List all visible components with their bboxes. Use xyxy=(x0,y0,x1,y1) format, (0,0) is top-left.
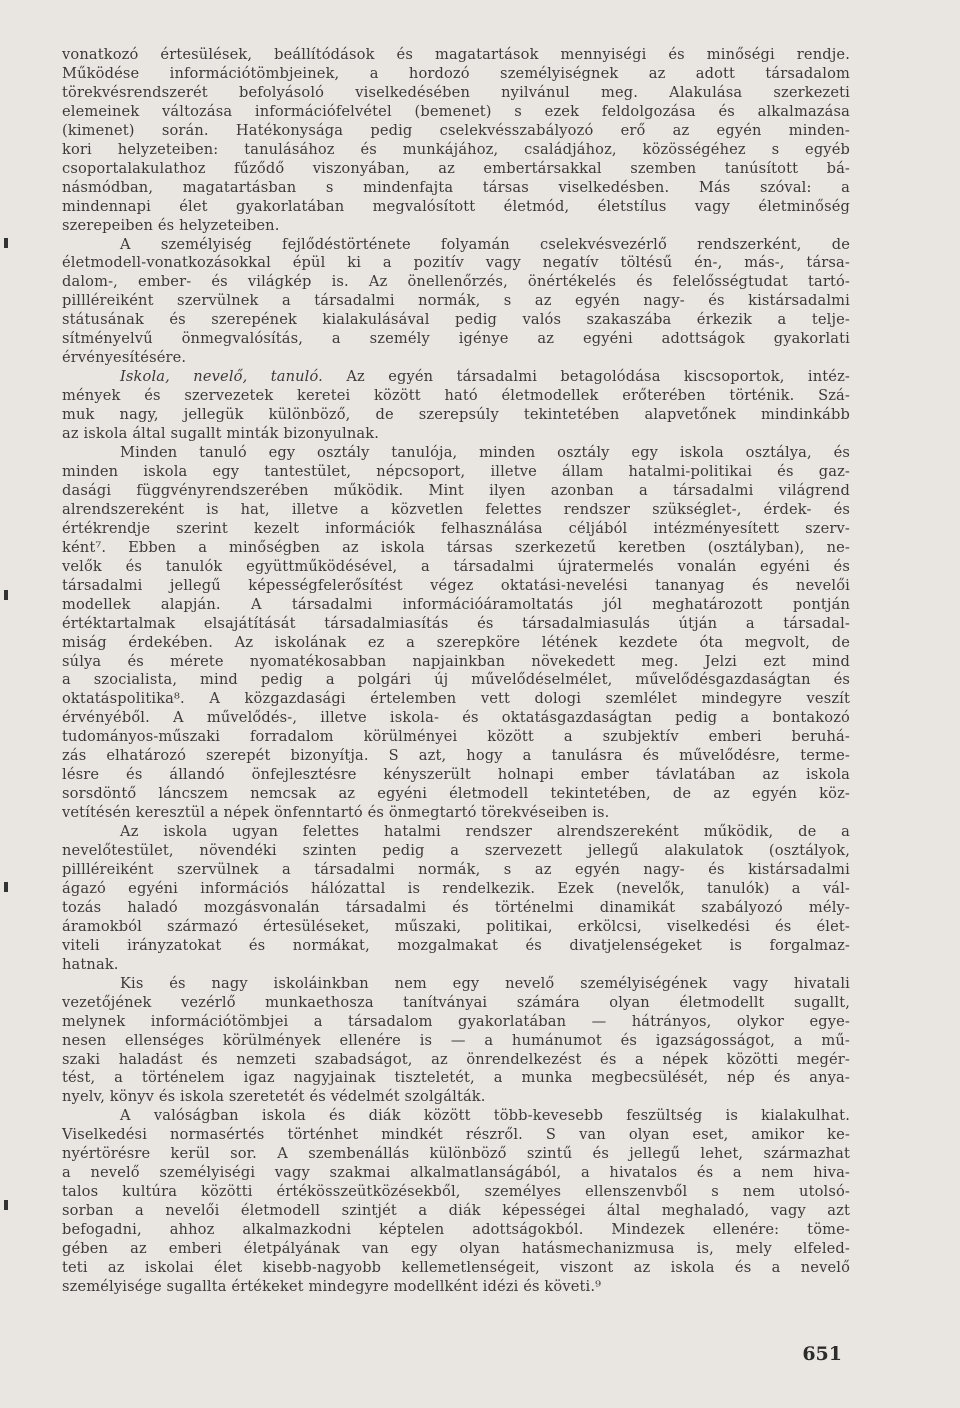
text-line: miság érdekében. Az iskolának ez a szerepköre létének kezdete óta megvolt, de xyxy=(62,633,850,651)
document-body xyxy=(62,46,850,1297)
text-line: A valóságban iskola és diák között több-kevesebb feszültség is kialakulhat. xyxy=(120,1107,850,1125)
text-line: lésre és állandó önfejlesztésre kényszerült holnapi ember távlatában az iskola xyxy=(62,766,850,784)
text-line: sorsdöntő láncszem nemcsak az egyéni életmodell tekintetében, de az egyén köz- xyxy=(62,785,850,803)
text-line: minden iskola egy tantestület, népcsoport, illetve állam hatalmi-politikai és gaz- xyxy=(62,462,850,480)
text-line: melynek információtömbjei a társadalom gyakorlatában — hátrányos, olykor egye- xyxy=(62,1012,850,1030)
margin-mark xyxy=(4,882,8,892)
text-line: velők és tanulók együttműködésével, a társadalmi újratermelés vonalán egyéni és xyxy=(62,557,850,575)
text-line: személyisége sugallta értékeket mindegyre modellként idézi és követi.⁹ xyxy=(62,1277,602,1295)
text-line: Minden tanuló egy osztály tanulója, minden osztály egy iskola osztálya, és xyxy=(120,444,850,462)
text-line: teti az iskolai élet kisebb-nagyobb kellemetlenségeit, viszont az iskola és a nevelő xyxy=(62,1259,850,1276)
text-line: Iskola, nevelő, tanuló. Az egyén társadalmi betagolódása kiscsoportok, intéz- xyxy=(120,368,850,386)
text-line: hatnak. xyxy=(62,955,119,973)
text-line: tudományos-műszaki forradalom körülményei között a szubjektív emberi beruhá- xyxy=(62,728,850,746)
text-line: muk nagy, jellegük különböző, de szerepsúly tekintetében alapvetőnek mindinkább xyxy=(62,406,850,424)
text-line: tozás haladó mozgásvonalán társadalmi és történelmi dinamikát szabályozó mély- xyxy=(62,898,850,916)
text-line: az iskola által sugallt minták bizonyulnak. xyxy=(62,425,380,443)
text-line: mindennapi élet gyakorlatában megvalósított életmód, életstílus vagy életminőség xyxy=(62,197,850,215)
text-line: vezetőjének vezérlő munkaethosza tanítványai számára olyan életmodellt sugallt, xyxy=(62,993,850,1011)
text-line: a nevelő személyiségi vagy szakmai alkalmatlanságából, a hivatalos és a nem hiva- xyxy=(62,1164,850,1182)
text-line: mények és szervezetek keretei között ható életmodellek erőterében történik. Szá- xyxy=(62,387,850,405)
text-line: viteli irányzatokat és normákat, mozgalmakat és divatjelenségeket is forgalmaz- xyxy=(62,936,850,954)
text-line: életmodell-vonatkozásokkal épül ki a pozitív vagy negatív töltésű én-, más-, társa- xyxy=(62,254,850,272)
text-line: tést, a történelem igaz nagyjainak tiszteletét, a munka megbecsülését, nép és anya- xyxy=(62,1069,850,1087)
text-line: Az iskola ugyan felettes hatalmi rendszer alrendszereként működik, de a xyxy=(120,823,850,841)
text-line: státusának és szerepének kialakulásával pedig valós szakaszába érkezik a telje- xyxy=(62,311,850,329)
text-line: oktatáspolitika⁸. A közgazdasági értelemben vett dologi szemlélet mindegyre veszít xyxy=(62,690,850,708)
text-line: érvényéből. A művelődés-, illetve iskola- és oktatásgazdaságtan pedig a bontakozó xyxy=(62,709,850,727)
text-line: pillléreiként szervülnek a társadalmi normák, s az egyén nagy- és kistársadalmi xyxy=(62,860,850,878)
text-line: szaki haladást és nemzeti szabadságot, az önrendelkezést és a népek közötti megér- xyxy=(62,1050,850,1068)
text-line: nesen ellenséges körülmények ellenére is — a humánumot és igazságosságot, a mű- xyxy=(62,1031,850,1049)
margin-mark xyxy=(4,238,8,248)
text-line: pillléreiként szervülnek a társadalmi normák, s az egyén nagy- és kistársadalmi xyxy=(62,292,850,310)
text-line: törekvésrendszerét befolyásoló viselkedésében nyilvánul meg. Alakulása szerkezeti xyxy=(62,83,850,101)
text-line: dalom-, ember- és világkép is. Az önellenőrzés, önértékelés és felelősségtudat tartó- xyxy=(62,273,850,291)
text-line: sítményelvű önmegvalósítás, a személy igénye az egyéni adottságok gyakorlati xyxy=(62,330,850,348)
text-line: érvényesítésére. xyxy=(62,349,187,367)
text-line: értéktartalmak elsajátítását társadalmiasítás és társadalmiasulás útján a társadal- xyxy=(62,614,850,632)
text-line: modellek alapján. A társadalmi információáramoltatás jól meghatározott pontján xyxy=(62,595,850,613)
text-line: áramokból származó értesüléseket, műszaki, politikai, erkölcsi, viselkedési és élet- xyxy=(62,917,850,935)
text-line: A személyiség fejlődéstörténete folyamán cselekvésvezérlő rendszerként, de xyxy=(120,235,850,253)
text-line: sorban a nevelői életmodell szintjét a diák képességei által meghaladó, vagy azt xyxy=(62,1202,850,1220)
text-line: társadalmi jellegű képességfelerősítést végez oktatási-nevelési tananyag és nevelői xyxy=(62,576,850,594)
text-line: Viselkedési normasértés történhet mindkét részről. S van olyan eset, amikor ke- xyxy=(62,1126,850,1144)
margin-mark xyxy=(4,1200,8,1210)
text-line: a szocialista, mind pedig a polgári új művelődéselmélet, művelődésgazdaságtan és xyxy=(62,671,850,689)
text-line: gében az emberi életpályának van egy olyan hatásmechanizmusa is, mely elfeled- xyxy=(62,1240,850,1258)
text-line: Működése információtömbjeinek, a hordozó személyiségnek az adott társadalom xyxy=(62,64,850,82)
text-line: súlya és mérete nyomatékosabban napjainkban növekedett meg. Jelzi ezt mind xyxy=(62,652,850,670)
text-line: értékrendje szerint kezelt információk felhasználása céljából intézményesített szerv- xyxy=(62,519,850,537)
text-line: szerepeiben és helyzeteiben. xyxy=(62,216,280,234)
text-line: zás elhatározó szerepét bizonyítja. S azt, hogy a tanulásra és művelődésre, terme- xyxy=(62,747,850,765)
text-line: kori helyzeteiben: tanulásához és munkájához, családjához, közösségéhez s egyéb xyxy=(62,140,850,158)
text-line: talos kultúra közötti értékösszeütközésekből, személyes ellenszenvből s nem utolsó- xyxy=(62,1183,850,1201)
text-line: nyértörésre kerül sor. A szembenállás különböző szintű és jellegű lehet, származhat xyxy=(62,1145,850,1163)
text-line: csoportalakulathoz fűződő viszonyában, az embertársakkal szemben tanúsított bá- xyxy=(62,159,850,177)
text-line: befogadni, ahhoz alkalmazkodni képtelen adottságokból. Mindezek ellenére: töme- xyxy=(62,1221,850,1239)
text-line: (kimenet) során. Hatékonysága pedig cselekvésszabályozó erő az egyén minden- xyxy=(62,121,850,139)
text-line: alrendszereként is hat, illetve a közvetlen felettes rendszer szükséglet-, érdek- és xyxy=(62,500,850,518)
text-line: ágazó egyéni információs hálózattal is rendelkezik. Ezek (nevelők, tanulók) a vál- xyxy=(62,879,850,897)
text-line: Kis és nagy iskoláinkban nem egy nevelő személyiségének vagy hivatali xyxy=(120,974,850,992)
text-line: nevelőtestület, növendéki szinten pedig a szervezett jellegű alakulatok (osztályok, xyxy=(62,842,850,860)
page-number: 651 xyxy=(802,1343,842,1365)
text-line: vetítésén keresztül a népek önfenntartó és önmegtartó törekvéseiben is. xyxy=(62,804,610,822)
text-line: vonatkozó értesülések, beállítódások és magatartások mennyiségi és minőségi rendje. xyxy=(62,46,850,63)
margin-mark xyxy=(4,590,8,600)
text-line: násmódban, magatartásban s mindenfajta társas viselkedésben. Más szóval: a xyxy=(62,178,850,196)
text-line: elemeinek változása információfelvétel (bemenet) s ezek feldolgozása és alkalmazása xyxy=(62,102,850,120)
text-line: dasági függvényrendszerében működik. Mint ilyen azonban a társadalmi világrend xyxy=(62,481,850,499)
text-line: ként⁷. Ebben a minőségben az iskola társas szerkezetű keretben (osztályban), ne- xyxy=(62,538,850,556)
text-line: nyelv, könyv és iskola szeretetét és védelmét szolgálták. xyxy=(62,1088,486,1106)
